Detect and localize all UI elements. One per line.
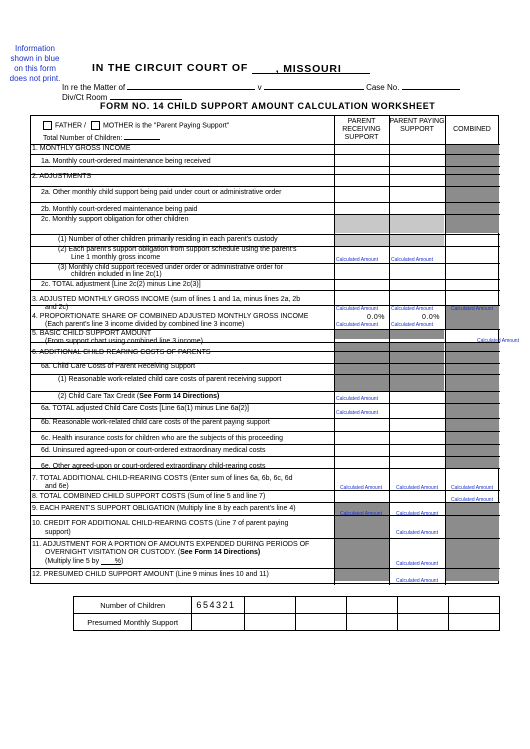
calc-3-receiving: Calculated Amount (336, 306, 378, 312)
row-6: 6. ADDITIONAL CHILD-REARING COSTS OF PARENTS (32, 349, 211, 356)
calc-12-paying: Calculated Amount (396, 578, 438, 584)
pct-4-receiving: 0.0% (367, 314, 385, 321)
children-4: 4 (209, 600, 216, 610)
rule (31, 154, 500, 155)
row-11-multiply-label: (Multiply line 5 by (45, 558, 100, 565)
row-2c2-line1: (2) Each parent's support obligation from support schedule using the parent's (58, 246, 297, 253)
rule (31, 202, 500, 203)
mother-checkbox[interactable] (91, 121, 100, 130)
row-11-line2 (45, 549, 260, 557)
father-checkbox[interactable] (43, 121, 52, 130)
row-10-line2: support) (45, 529, 71, 536)
children-cell (397, 597, 448, 614)
row-1a: 1a. Monthly court-ordered maintenance being received (41, 158, 211, 165)
row-6c: 6c. Health insurance costs for children who are the subjects of this proceeding (41, 435, 284, 442)
calc-6a2-receiving: Calculated Amount (336, 396, 378, 402)
children-digits-inline (196, 600, 235, 610)
row-2c3-line2: children included in line 2c(1) (71, 271, 162, 278)
court-prefix: IN THE CIRCUIT COURT OF (92, 62, 249, 74)
row-4-line2: (Each parent's line 3 income divided by combined line 3 income) (45, 321, 245, 328)
blue-info-note: Information shown in blue on this form does not print. (9, 44, 61, 83)
row-11-percent-sign: % (114, 558, 122, 565)
county-field[interactable] (252, 63, 370, 74)
combined-shade-6 (445, 342, 499, 468)
support-cell[interactable] (397, 614, 448, 631)
row-11-percent-field[interactable] (101, 558, 124, 565)
number-of-children-label: Number of Children (74, 597, 192, 614)
support-cell[interactable] (244, 614, 295, 631)
calc-8-combined: Calculated Amount (451, 497, 493, 503)
col-rule (334, 116, 335, 585)
total-children-label: Total Number of Children: (43, 135, 123, 142)
support-cell[interactable] (448, 614, 499, 631)
row-11-line1: 11. ADJUSTMENT FOR A PORTION OF AMOUNTS EXPENDED DURING PERIODS OF (32, 541, 310, 548)
row-2c1: (1) Number of other children primarily residing in each parent's custody (58, 236, 278, 243)
col-rule (445, 116, 446, 585)
rule (31, 374, 500, 375)
header-parent-paying: PARENT PAYING SUPPORT (389, 118, 445, 133)
row-6a-total: 6a. TOTAL adjusted Child Care Costs [Line 6a(1) minus Line 6a(2)] (41, 405, 249, 412)
support-cell[interactable] (295, 614, 346, 631)
row-2c-total: 2c. TOTAL adjustment [Line 2c(2) minus Line 2c(3)] (41, 281, 201, 288)
calc-10-paying: Calculated Amount (396, 530, 438, 536)
rule (31, 456, 500, 457)
calc-2c2-receiving: Calculated Amount (336, 257, 378, 263)
row-11-text: OVERNIGHT VISITATION OR CUSTODY. ( (45, 549, 181, 556)
court-suffix: , MISSOURI (275, 63, 342, 75)
combined-shade-top (445, 144, 499, 233)
father-label: FATHER / (55, 122, 86, 130)
row-6a2-directions: See Form 14 Directions) (139, 393, 220, 400)
children-2: 2 (222, 600, 229, 610)
row-2a: 2a. Other monthly child support being paid under court or administrative order (41, 189, 282, 196)
row-2: 2. ADJUSTMENTS (32, 173, 92, 180)
matter-label: In re the Matter of (62, 83, 126, 92)
total-children-field[interactable] (124, 133, 160, 140)
header-parent-receiving: PARENT RECEIVING SUPPORT (342, 118, 381, 141)
row-7-line1: 7. TOTAL ADDITIONAL CHILD-REARING COSTS (Enter sum of lines 6a, 6b, 6c, 6d (32, 475, 293, 482)
respondent-field[interactable] (264, 81, 364, 90)
children-3: 3 (215, 600, 223, 610)
calc-7-receiving: Calculated Amount (340, 485, 382, 491)
rule (31, 538, 500, 539)
row-8: 8. TOTAL COMBINED CHILD SUPPORT COSTS (Sum of line 5 and line 7) (32, 493, 266, 500)
calc-4-paying: Calculated Amount (391, 322, 433, 328)
row-5-line1: 5. BASIC CHILD SUPPORT AMOUNT (32, 330, 152, 337)
row-6a2 (58, 393, 219, 401)
rule (31, 444, 500, 445)
row-7-line2: and 6e) (45, 483, 69, 490)
form-title: FORM NO. 14 CHILD SUPPORT AMOUNT CALCULATION WORKSHEET (100, 101, 436, 111)
pct-4-paying: 0.0% (422, 314, 440, 321)
worksheet-grid (30, 115, 519, 584)
children-1: 1 (229, 600, 236, 610)
row-11-line3 (45, 558, 123, 566)
divroom-label: Div/Ct Room (62, 93, 108, 102)
combined-shade-bottom (445, 502, 499, 581)
row-1: 1. MONTHLY GROSS INCOME (32, 145, 131, 152)
children-cell (448, 597, 499, 614)
petitioner-field[interactable] (127, 81, 255, 90)
rule (31, 214, 500, 215)
rule (31, 391, 500, 392)
rule (31, 568, 500, 569)
calc-5-combined: Calculated Amount (477, 338, 519, 344)
header-combined: COMBINED (453, 126, 491, 133)
row-9: 9. EACH PARENT'S SUPPORT OBLIGATION (Multiply line 8 by each parent's line 4) (32, 505, 296, 512)
calc-7-combined: Calculated Amount (451, 485, 493, 491)
divroom-field[interactable] (110, 91, 182, 100)
paying-parent-line (43, 121, 229, 130)
support-cell[interactable] (192, 614, 244, 631)
case-label: Case No. (366, 83, 400, 92)
row-4-line1: 4. PROPORTIONATE SHARE OF COMBINED ADJUSTED MONTHLY GROSS INCOME (32, 313, 309, 320)
children-5: 5 (202, 600, 210, 610)
v-label: v (257, 83, 262, 92)
rule (31, 431, 500, 432)
row-10-line1: 10. CREDIT FOR ADDITIONAL CHILD-REARING COSTS (Line 7 of parent paying (32, 520, 289, 527)
rule (31, 186, 500, 187)
children-cell (244, 597, 295, 614)
children-cell (346, 597, 397, 614)
row-6a2-text: (2) Child Care Tax Credit ( (58, 393, 140, 400)
children-cell-6 (192, 597, 244, 614)
rule (31, 166, 500, 167)
mother-label: MOTHER is the "Parent Paying Support" (102, 122, 230, 130)
rule (31, 279, 500, 280)
calc-9-paying: Calculated Amount (396, 511, 438, 517)
row-11-directions: See Form 14 Directions) (180, 549, 261, 556)
total-children-line (43, 133, 160, 143)
calc-9-receiving: Calculated Amount (340, 511, 382, 517)
row-6e: 6e. Other agreed-upon or court-ordered extraordinary child-rearing costs (41, 463, 266, 470)
calc-6a-total: Calculated Amount (336, 410, 378, 416)
rule (31, 403, 500, 404)
row-6a1: (1) Reasonable work-related child care costs of parent receiving support (58, 376, 282, 383)
case-number-field[interactable] (402, 81, 460, 90)
table-row (74, 614, 500, 631)
row-12: 12. PRESUMED CHILD SUPPORT AMOUNT (Line 9 minus lines 10 and 11) (32, 571, 269, 578)
presumed-support-table (73, 596, 500, 631)
row-2c3-line1: (3) Monthly child support received under order or administrative order for (58, 264, 283, 271)
row-3-line1: 3. ADJUSTED MONTHLY GROSS INCOME (sum of lines 1 and 1a, minus lines 2a, 2b (32, 296, 301, 303)
row-5-line2: (From support chart using combined line 3 income) (45, 338, 203, 345)
calc-2c2-paying: Calculated Amount (391, 257, 433, 263)
row-2c: 2c. Monthly support obligation for other children (41, 216, 189, 223)
row-2b: 2b. Monthly court-ordered maintenance being paid (41, 206, 198, 213)
presumed-monthly-support-label: Presumed Monthly Support (74, 614, 192, 631)
table-row (74, 597, 500, 614)
row-6a: 6a. Child Care Costs of Parent Receiving Support (41, 363, 196, 370)
col-rule (389, 116, 390, 585)
row-2c2-line2: Line 1 monthly gross income (71, 254, 161, 261)
rule (31, 234, 500, 235)
calc-3-combined: Calculated Amount (451, 306, 493, 312)
support-cell[interactable] (346, 614, 397, 631)
row-3-line2: and 2c) (45, 304, 69, 311)
calc-4-receiving: Calculated Amount (336, 322, 378, 328)
calc-3-paying: Calculated Amount (391, 306, 433, 312)
rule (31, 502, 500, 503)
calc-7-paying: Calculated Amount (396, 485, 438, 491)
row-6d: 6d. Uninsured agreed-upon or court-ordered extraordinary medical costs (41, 447, 266, 454)
row-11-close-paren: ) (121, 558, 124, 565)
court-heading (92, 62, 370, 74)
row-6b: 6b. Reasonable work-related child care costs of the parent paying support (41, 419, 270, 426)
children-cell (295, 597, 346, 614)
rule (31, 174, 500, 175)
calc-11-paying: Calculated Amount (396, 561, 438, 567)
rule (31, 290, 500, 291)
children-6: 6 (196, 600, 203, 610)
